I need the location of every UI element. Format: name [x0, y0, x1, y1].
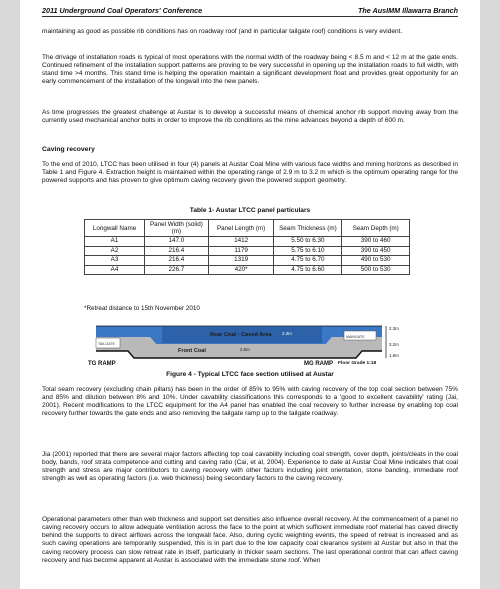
label-tg-ramp: TG RAMP	[88, 361, 116, 366]
paragraph-seam-recovery: Total seam recovery (excluding chain pillars) has been in the order of 85% to 95% with caving recovery of the top coal section between 75% and 85% and dilution between 8% and 10%. Under cavability classifications this corresponds to a 'good to excellent cavability' rating (Jai, 2001). Recent modifications to the LTCC equipment for the A4 panel has enabled the coal recovery to further increase by enabling top coal recovery further towards the gate ends and also removing the tailgate ramp up to the tailgate roadway.	[42, 386, 458, 418]
page-header	[42, 6, 458, 17]
table-footnote: *Retreat distance to 15th November 2010	[84, 305, 200, 312]
table-row	[85, 237, 410, 247]
label-dim-23b: 2.3m	[389, 326, 399, 331]
table-cell: A4	[85, 265, 145, 275]
table-title: Table 1- Austar LTCC panel particulars	[189, 207, 311, 214]
table-cell: 1319	[208, 256, 274, 266]
table-cell: 1412	[208, 237, 274, 247]
label-rear-coal: Rear Coal - Caved Area	[210, 332, 272, 338]
label-mg-ramp: MG RAMP	[304, 361, 333, 366]
table-header-row	[85, 220, 410, 237]
paragraph-caving-intro: To the end of 2010, LTCC has been utilised in four (4) panels at Austar Coal Mine with various face widths and mining horizons as described in Table 1 and Figure 4. Extraction height is maintained within the operating range of 2.9 m to 3.2 m which is the optimum operating range for the powered supports and has proven to give optimum caving recovery given the powered support geometry.	[42, 161, 458, 185]
label-dim-18: 1.8m	[389, 353, 399, 358]
table-cell: 147.0	[145, 237, 209, 247]
col-header-seam-depth: Seam Depth (m)	[342, 220, 410, 237]
label-dim-25: 2.5m	[240, 347, 250, 352]
table-cell: 490 to 530	[342, 256, 410, 266]
label-dim-23a: 2.3m	[282, 331, 292, 336]
table-cell: 216.4	[145, 246, 209, 256]
header-branch: The AusIMM Illawarra Branch	[358, 6, 458, 15]
table-cell: 4.75 to 6.70	[274, 256, 342, 266]
label-front-coal: Front Coal	[178, 348, 206, 354]
table-cell: 226.7	[145, 265, 209, 275]
paragraph-installation-roads: The drivage of installation roads is typical of most operations with the normal width of the roadway being < 8.5 m and < 12 m at the gate ends. Continued refinement of the installation support patterns are proving to be very successful in opening up the installation roads to full width, with stand time >4 months. This stand time is helping the operation maintain a significant development float and provides great opportunity for an early commencement of the installation of the longwall into the new panels.	[42, 54, 458, 86]
paragraph-operational-parameters: Operational parameters other than web thickness and support set densities also influence overall recovery. At the commencement of a panel no caving recovery occurs to allow adequate ventilation across the face to the point at which sufficient immediate roof material has caved directly behind the supports to direct airflows across the longwall face. Also, during cyclic weighting events, the speed of retreat is increased and as such caving operations are temporarily suspended, this is in part due to the low capacity coal clearance system at Austar but also in that the caving recovery process can slow retreat rate in itself, particularly in thicker seam sections. The last operational control that can affect caving recovery and has become apparent at Austar is associated with the immediate stone roof. When	[42, 516, 458, 564]
table-cell: 5.50 to 6.30	[274, 237, 342, 247]
label-maingate: MAINGATE	[346, 335, 365, 339]
table-cell: 4.75 to 6.60	[274, 265, 342, 275]
label-floor-grade: Floor Grade 1:18	[338, 361, 377, 366]
label-dim-32: 3.2m	[389, 342, 399, 347]
table-cell: 390 to 460	[342, 237, 410, 247]
paragraph-cavability-factors: Jia (2001) reported that there are several major factors affecting top coal cavability including coal strength, cover depth, joints/cleats in the coal body, bands, roof strata competence and cutting and caving ratio (Cai, et al, 2004). Experience to date at Austar Coal Mine indicates that coal strength and stress are major contributors to caving recovery with other factors including joint orientation, stone banding, immediate roof strength as well as operating factors (i.e. web thickness) being secondary factors to the caving recovery.	[42, 451, 458, 483]
table-row	[85, 265, 410, 275]
paragraph-chemical-anchor: As time progresses the greatest challenge at Austar is to develop a successful means of chemical anchor rib support moving away from the currently used mechanical anchor bolts in order to improve the rib conditions as the mine advances beyond a depth of 600 m.	[42, 109, 458, 125]
paragraph-rib-conditions: maintaining as good as possible rib conditions has on roadway roof (and in particular tailgate roof) conditions is very evident.	[42, 28, 403, 35]
table-cell: A1	[85, 237, 145, 247]
table-cell: 420*	[208, 265, 274, 275]
table-cell: 5.75 to 6.10	[274, 246, 342, 256]
table-row	[85, 246, 410, 256]
table-row	[85, 256, 410, 266]
header-conference: 2011 Underground Coal Operators' Conference	[42, 6, 203, 15]
document-page	[20, 0, 480, 589]
col-header-panel-width: Panel Width (solid) (m)	[145, 220, 209, 237]
col-header-seam-thickness: Seam Thickness (m)	[274, 220, 342, 237]
panel-particulars-table	[84, 219, 410, 275]
table-cell: 500 to 530	[342, 265, 410, 275]
figure-caption: Figure 4 - Typical LTCC face section utilised at Austar	[166, 371, 334, 378]
col-header-panel-length: Panel Length (m)	[208, 220, 274, 237]
col-header-longwall: Longwall Name	[85, 220, 145, 237]
table-cell: A2	[85, 246, 145, 256]
section-heading-caving: Caving recovery	[42, 146, 95, 153]
table-cell: 390 to 450	[342, 246, 410, 256]
table-cell: A3	[85, 256, 145, 266]
table-cell: 1179	[208, 246, 274, 256]
table-cell: 216.4	[145, 256, 209, 266]
ltcc-face-section-figure	[82, 318, 418, 366]
label-tailgate: TAILGATE	[98, 342, 115, 346]
